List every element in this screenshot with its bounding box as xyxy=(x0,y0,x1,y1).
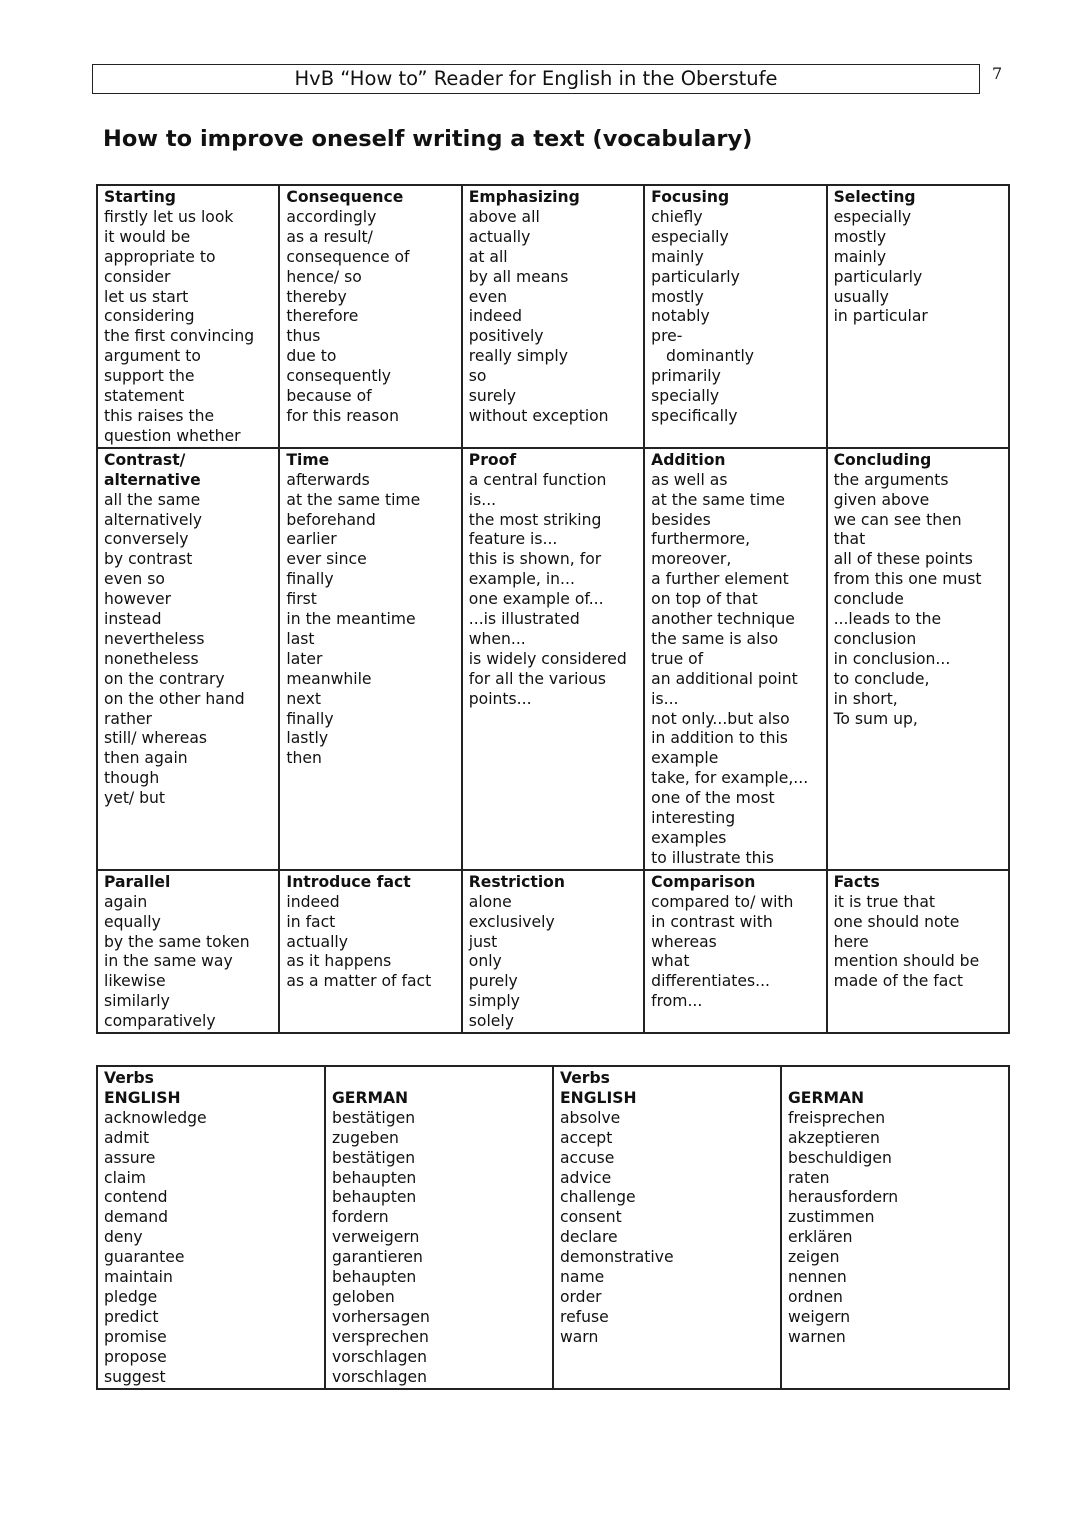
list-item: finally xyxy=(286,570,334,589)
list-item: alternatively xyxy=(104,510,203,529)
list-item: beschuldigen xyxy=(788,1148,892,1167)
page-number: 7 xyxy=(992,64,1003,83)
list-item: guarantee xyxy=(104,1248,185,1267)
list-item: besides xyxy=(651,510,711,529)
list-item: is widely considered xyxy=(468,649,627,668)
list-item: refuse xyxy=(560,1307,609,1326)
list-item: last xyxy=(286,629,315,648)
list-item: again xyxy=(104,892,148,911)
list-item: conversely xyxy=(104,530,189,549)
list-item: behaupten xyxy=(332,1168,417,1187)
table-cell xyxy=(462,448,644,870)
list-item: when... xyxy=(468,629,526,648)
list-item: dominantly xyxy=(651,347,755,366)
list-item: instead xyxy=(104,610,162,629)
list-item: mostly xyxy=(651,287,704,306)
list-item: feature is... xyxy=(468,530,558,549)
list-item: one example of... xyxy=(468,590,604,609)
list-item: take, for example,... xyxy=(651,769,809,788)
list-item: pledge xyxy=(104,1287,158,1306)
category-heading: Concluding xyxy=(833,450,932,469)
table-cell xyxy=(827,448,1009,870)
list-item: ...leads to the xyxy=(833,610,942,629)
column-subheading: GERMAN xyxy=(788,1088,865,1107)
list-item: actually xyxy=(286,932,348,951)
table-cell xyxy=(279,185,461,448)
list-item: especially xyxy=(651,227,729,246)
list-item: a further element xyxy=(651,570,789,589)
list-item: maintain xyxy=(104,1268,173,1287)
list-item: as a matter of fact xyxy=(286,972,432,991)
column-subheading: ENGLISH xyxy=(560,1088,637,1107)
list-item: garantieren xyxy=(332,1248,423,1267)
list-item: moreover, xyxy=(651,550,732,569)
list-item: accordingly xyxy=(286,207,377,226)
page-header xyxy=(92,64,980,94)
list-item: to conclude, xyxy=(833,669,930,688)
list-item: in particular xyxy=(833,307,928,326)
table-cell xyxy=(97,1066,325,1389)
list-item: conclude xyxy=(833,590,904,609)
table-cell xyxy=(462,870,644,1033)
list-item: especially xyxy=(833,207,912,226)
list-item: challenge xyxy=(560,1188,636,1207)
list-item: particularly xyxy=(833,267,923,286)
list-item: given above xyxy=(833,490,930,509)
list-item: another technique xyxy=(651,610,795,629)
list-item: rather xyxy=(104,709,152,728)
page-title: How to improve oneself writing a text (vocabulary) xyxy=(103,126,753,152)
list-item: equally xyxy=(104,912,161,931)
list-item: finally xyxy=(286,709,334,728)
list-item: in addition to this xyxy=(651,729,788,748)
list-item: in the meantime xyxy=(286,610,416,629)
list-item: ordnen xyxy=(788,1287,843,1306)
list-item: erklären xyxy=(788,1228,853,1247)
list-item: warn xyxy=(560,1327,599,1346)
list-item: consequence of xyxy=(286,247,410,266)
list-item: at the same time xyxy=(286,490,421,509)
table-cell xyxy=(97,870,279,1033)
list-item: in conclusion... xyxy=(833,649,951,668)
list-item: still/ whereas xyxy=(104,729,208,748)
list-item: acknowledge xyxy=(104,1108,207,1127)
list-item: is... xyxy=(651,689,679,708)
list-item: zeigen xyxy=(788,1248,840,1267)
list-item: purely xyxy=(468,972,518,991)
list-item: consent xyxy=(560,1208,622,1227)
list-item: demand xyxy=(104,1208,169,1227)
table-cell xyxy=(781,1066,1009,1389)
list-item: afterwards xyxy=(286,470,370,489)
list-item: all the same xyxy=(104,490,201,509)
list-item: chiefly xyxy=(651,207,703,226)
list-item: freisprechen xyxy=(788,1108,886,1127)
list-item: surely xyxy=(468,387,517,406)
category-heading: Facts xyxy=(833,872,880,891)
category-heading: Emphasizing xyxy=(468,188,580,206)
list-item: by all means xyxy=(468,267,569,286)
list-item: one should note xyxy=(833,912,960,931)
list-item: really simply xyxy=(468,347,568,366)
list-item: made of the fact xyxy=(833,972,964,991)
list-item: the same is also xyxy=(651,629,779,648)
list-item: contend xyxy=(104,1188,168,1207)
list-item: firstly let us look xyxy=(104,207,234,226)
list-item: indeed xyxy=(286,892,340,911)
list-item: this is shown, for xyxy=(468,550,602,569)
category-heading: Selecting xyxy=(833,188,916,206)
list-item: particularly xyxy=(651,267,740,286)
table-cell xyxy=(827,870,1009,1033)
list-item: mainly xyxy=(651,247,704,266)
list-item: a central function xyxy=(468,470,607,489)
list-item: here xyxy=(833,932,869,951)
list-item: similarly xyxy=(104,992,170,1011)
vocabulary-table xyxy=(96,184,1010,1034)
list-item: indeed xyxy=(468,307,522,326)
list-item: claim xyxy=(104,1168,146,1187)
list-item: not only...but also xyxy=(651,709,790,728)
list-item: behaupten xyxy=(332,1188,417,1207)
list-item: even xyxy=(468,287,508,306)
list-item: usually xyxy=(833,287,889,306)
list-item: positively xyxy=(468,327,544,346)
list-item: it is true that xyxy=(833,892,936,911)
column-heading: Verbs xyxy=(560,1069,610,1087)
list-item: then again xyxy=(104,749,188,768)
list-item: though xyxy=(104,769,160,788)
list-item: beforehand xyxy=(286,510,376,529)
list-item: alone xyxy=(468,892,512,911)
list-item: bestätigen xyxy=(332,1148,416,1167)
list-item: deny xyxy=(104,1228,143,1247)
list-item: yet/ but xyxy=(104,789,166,808)
list-item: nonetheless xyxy=(104,649,199,668)
list-item: by contrast xyxy=(104,550,193,569)
list-item: without exception xyxy=(468,406,609,425)
list-item: ...is illustrated xyxy=(468,610,580,629)
category-heading: Contrast/ xyxy=(104,450,186,469)
list-item: demonstrative xyxy=(560,1248,674,1267)
list-item: accept xyxy=(560,1128,613,1147)
list-item: interesting xyxy=(651,809,736,828)
list-item: likewise xyxy=(104,972,166,991)
table-row xyxy=(97,870,1009,1033)
list-item: absolve xyxy=(560,1108,621,1127)
table-cell xyxy=(553,1066,781,1389)
list-item: we can see then xyxy=(833,510,962,529)
list-item: vorhersagen xyxy=(332,1307,430,1326)
category-heading: Parallel xyxy=(104,872,171,891)
list-item: mainly xyxy=(833,247,887,266)
list-item: examples xyxy=(651,829,727,847)
list-item: so xyxy=(468,367,487,386)
list-item: behaupten xyxy=(332,1268,417,1287)
list-item: in short, xyxy=(833,689,898,708)
list-item: statement xyxy=(104,387,185,406)
column-heading: Verbs xyxy=(104,1069,154,1087)
list-item: next xyxy=(286,689,321,708)
table-cell xyxy=(462,185,644,448)
list-item: due to xyxy=(286,347,337,366)
list-item: the most striking xyxy=(468,510,602,529)
list-item: question whether xyxy=(104,426,241,445)
list-item: to illustrate this xyxy=(651,848,774,867)
list-item: on the contrary xyxy=(104,669,225,688)
list-item: example, in... xyxy=(468,570,575,589)
list-item: this raises the xyxy=(104,406,215,425)
category-heading: Consequence xyxy=(286,188,404,206)
list-item: even so xyxy=(104,570,165,589)
list-item: above all xyxy=(468,207,540,226)
list-item: first xyxy=(286,590,317,609)
list-item: it would be xyxy=(104,227,191,246)
list-item: zustimmen xyxy=(788,1208,875,1227)
list-item: simply xyxy=(468,992,520,1011)
list-item: as well as xyxy=(651,470,728,489)
list-item: accuse xyxy=(560,1148,615,1167)
table-row xyxy=(97,1066,1009,1389)
category-heading: Time xyxy=(286,450,330,469)
list-item: consequently xyxy=(286,367,392,386)
list-item: raten xyxy=(788,1168,830,1187)
list-item: propose xyxy=(104,1347,167,1366)
table-cell xyxy=(97,448,279,870)
list-item: name xyxy=(560,1268,605,1287)
category-heading: alternative xyxy=(104,470,201,489)
list-item: on top of that xyxy=(651,590,758,609)
list-item: specially xyxy=(651,387,720,406)
list-item: for all the various xyxy=(468,669,606,688)
list-item: the arguments xyxy=(833,470,949,489)
table-cell xyxy=(644,185,826,448)
list-item: an additional point xyxy=(651,669,798,688)
list-item: what xyxy=(651,952,690,971)
list-item: in the same way xyxy=(104,952,233,971)
list-item: all of these points xyxy=(833,550,973,569)
list-item: lastly xyxy=(286,729,329,748)
table-cell xyxy=(279,870,461,1033)
list-item: therefore xyxy=(286,307,359,326)
table-cell xyxy=(644,448,826,870)
verbs-table xyxy=(96,1065,1010,1390)
header-title: HvB “How to” Reader for English in the Oberstufe xyxy=(294,67,778,90)
list-item: considering xyxy=(104,307,195,326)
list-item: thereby xyxy=(286,287,347,306)
spacer xyxy=(332,1069,546,1089)
list-item: however xyxy=(104,590,172,609)
table-cell xyxy=(97,185,279,448)
list-item: comparatively xyxy=(104,1012,216,1031)
list-item: primarily xyxy=(651,367,721,386)
list-item: points... xyxy=(468,689,532,708)
list-item: order xyxy=(560,1287,602,1306)
category-heading: Starting xyxy=(104,188,176,206)
table-row xyxy=(97,185,1009,448)
list-item: specifically xyxy=(651,406,738,425)
list-item: later xyxy=(286,649,323,668)
list-item: ever since xyxy=(286,550,367,569)
list-item: example xyxy=(651,749,719,768)
list-item: verweigern xyxy=(332,1228,420,1247)
list-item: for this reason xyxy=(286,406,399,425)
list-item: vorschlagen xyxy=(332,1367,428,1386)
list-item: furthermore, xyxy=(651,530,751,549)
list-item: suggest xyxy=(104,1367,166,1386)
spacer xyxy=(788,1069,1002,1089)
list-item: conclusion xyxy=(833,629,917,648)
list-item: weigern xyxy=(788,1307,851,1326)
list-item: geloben xyxy=(332,1287,395,1306)
list-item: only xyxy=(468,952,502,971)
list-item: just xyxy=(468,932,498,951)
list-item: as a result/ xyxy=(286,227,373,246)
list-item: akzeptieren xyxy=(788,1128,880,1147)
category-heading: Introduce fact xyxy=(286,872,411,891)
list-item: meanwhile xyxy=(286,669,372,688)
list-item: compared to/ with xyxy=(651,892,794,911)
list-item: mostly xyxy=(833,227,887,246)
list-item: is... xyxy=(468,490,497,509)
category-heading: Addition xyxy=(651,450,726,469)
list-item: differentiates... xyxy=(651,972,770,991)
category-heading: Focusing xyxy=(651,188,730,206)
list-item: one of the most xyxy=(651,789,775,808)
list-item: promise xyxy=(104,1327,167,1346)
table-cell xyxy=(325,1066,553,1389)
list-item: earlier xyxy=(286,530,337,549)
list-item: as it happens xyxy=(286,952,392,971)
column-subheading: ENGLISH xyxy=(104,1088,181,1107)
list-item: predict xyxy=(104,1307,159,1326)
list-item: zugeben xyxy=(332,1128,399,1147)
list-item: herausfordern xyxy=(788,1188,899,1207)
list-item: vorschlagen xyxy=(332,1347,428,1366)
list-item: solely xyxy=(468,1012,514,1031)
list-item: admit xyxy=(104,1128,150,1147)
list-item: mention should be xyxy=(833,952,980,971)
list-item: true of xyxy=(651,649,704,668)
category-heading: Proof xyxy=(468,450,517,469)
list-item: at the same time xyxy=(651,490,785,509)
list-item: because of xyxy=(286,387,372,406)
table-row xyxy=(97,448,1009,870)
list-item: in fact xyxy=(286,912,336,931)
table-cell xyxy=(279,448,461,870)
list-item: actually xyxy=(468,227,531,246)
list-item: exclusively xyxy=(468,912,555,931)
list-item: pre- xyxy=(651,327,683,346)
list-item: from... xyxy=(651,992,703,1011)
list-item: fordern xyxy=(332,1208,389,1227)
list-item: nennen xyxy=(788,1268,847,1287)
list-item: from this one must xyxy=(833,570,982,589)
list-item: argument to xyxy=(104,347,201,366)
list-item: versprechen xyxy=(332,1327,429,1346)
list-item: thus xyxy=(286,327,321,346)
list-item: advice xyxy=(560,1168,612,1187)
list-item: then xyxy=(286,749,322,768)
list-item: the first convincing xyxy=(104,327,255,346)
column-subheading: GERMAN xyxy=(332,1088,409,1107)
list-item: declare xyxy=(560,1228,618,1247)
category-heading: Comparison xyxy=(651,872,756,891)
list-item: To sum up, xyxy=(833,709,918,728)
list-item: bestätigen xyxy=(332,1108,416,1127)
list-item: in contrast with xyxy=(651,912,773,931)
list-item: that xyxy=(833,530,866,549)
list-item: support the xyxy=(104,367,195,386)
list-item: consider xyxy=(104,267,171,286)
list-item: appropriate to xyxy=(104,247,216,266)
list-item: at all xyxy=(468,247,508,266)
list-item: by the same token xyxy=(104,932,250,951)
list-item: on the other hand xyxy=(104,689,245,708)
list-item: nevertheless xyxy=(104,629,205,648)
list-item: hence/ so xyxy=(286,267,362,286)
list-item: assure xyxy=(104,1148,156,1167)
list-item: warnen xyxy=(788,1327,846,1346)
table-cell xyxy=(644,870,826,1033)
table-cell xyxy=(827,185,1009,448)
list-item: let us start xyxy=(104,287,189,306)
list-item: whereas xyxy=(651,932,717,951)
category-heading: Restriction xyxy=(468,872,565,891)
list-item: notably xyxy=(651,307,710,326)
